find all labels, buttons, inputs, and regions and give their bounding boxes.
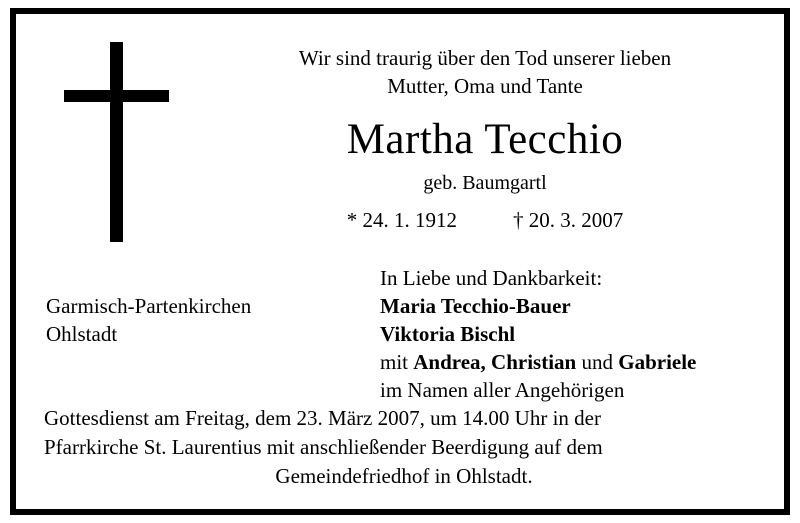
service-line-3: Gemeindefriedhof in Ohlstadt.	[275, 464, 533, 488]
family-with-line	[380, 348, 780, 376]
obituary-content	[16, 14, 784, 509]
family-with-join: und	[576, 350, 619, 374]
service-block	[44, 404, 764, 491]
birth-date: * 24. 1. 1912	[346, 208, 457, 232]
service-line-1: Gottesdienst am Freitag, dem 23. März 2007, um 14.00 Uhr in der	[44, 406, 601, 430]
death-date: † 20. 3. 2007	[513, 208, 624, 232]
family-with-names-1: Andrea, Christian	[413, 350, 577, 374]
family-with-prefix: mit	[380, 350, 414, 374]
family-closing: im Namen aller Angehörigen	[380, 378, 625, 402]
maiden-name: geb. Baumgartl	[423, 172, 547, 194]
intro-line-2: Mutter, Oma und Tante	[387, 74, 583, 98]
cross-vertical-bar	[110, 42, 123, 242]
life-dates	[196, 206, 774, 234]
service-line-2: Pfarrkirche St. Laurentius mit anschließender Beerdigung auf dem	[44, 435, 603, 459]
header-block	[196, 44, 774, 234]
places-block	[46, 292, 376, 348]
intro-line-1: Wir sind traurig über den Tod unserer lieben	[298, 46, 672, 70]
place-2: Ohlstadt	[46, 322, 118, 346]
family-with-names-2: Gabriele	[618, 350, 697, 374]
family-heading: In Liebe und Dankbarkeit:	[380, 266, 603, 290]
family-name-2: Viktoria Bischl	[380, 322, 516, 346]
christian-cross-icon	[42, 42, 192, 242]
family-name-1: Maria Tecchio-Bauer	[380, 294, 571, 318]
deceased-name: Martha Tecchio	[346, 116, 624, 163]
cross-horizontal-bar	[64, 90, 169, 102]
family-block	[380, 264, 780, 404]
obituary-frame	[10, 8, 790, 515]
place-1: Garmisch-Partenkirchen	[46, 294, 252, 318]
